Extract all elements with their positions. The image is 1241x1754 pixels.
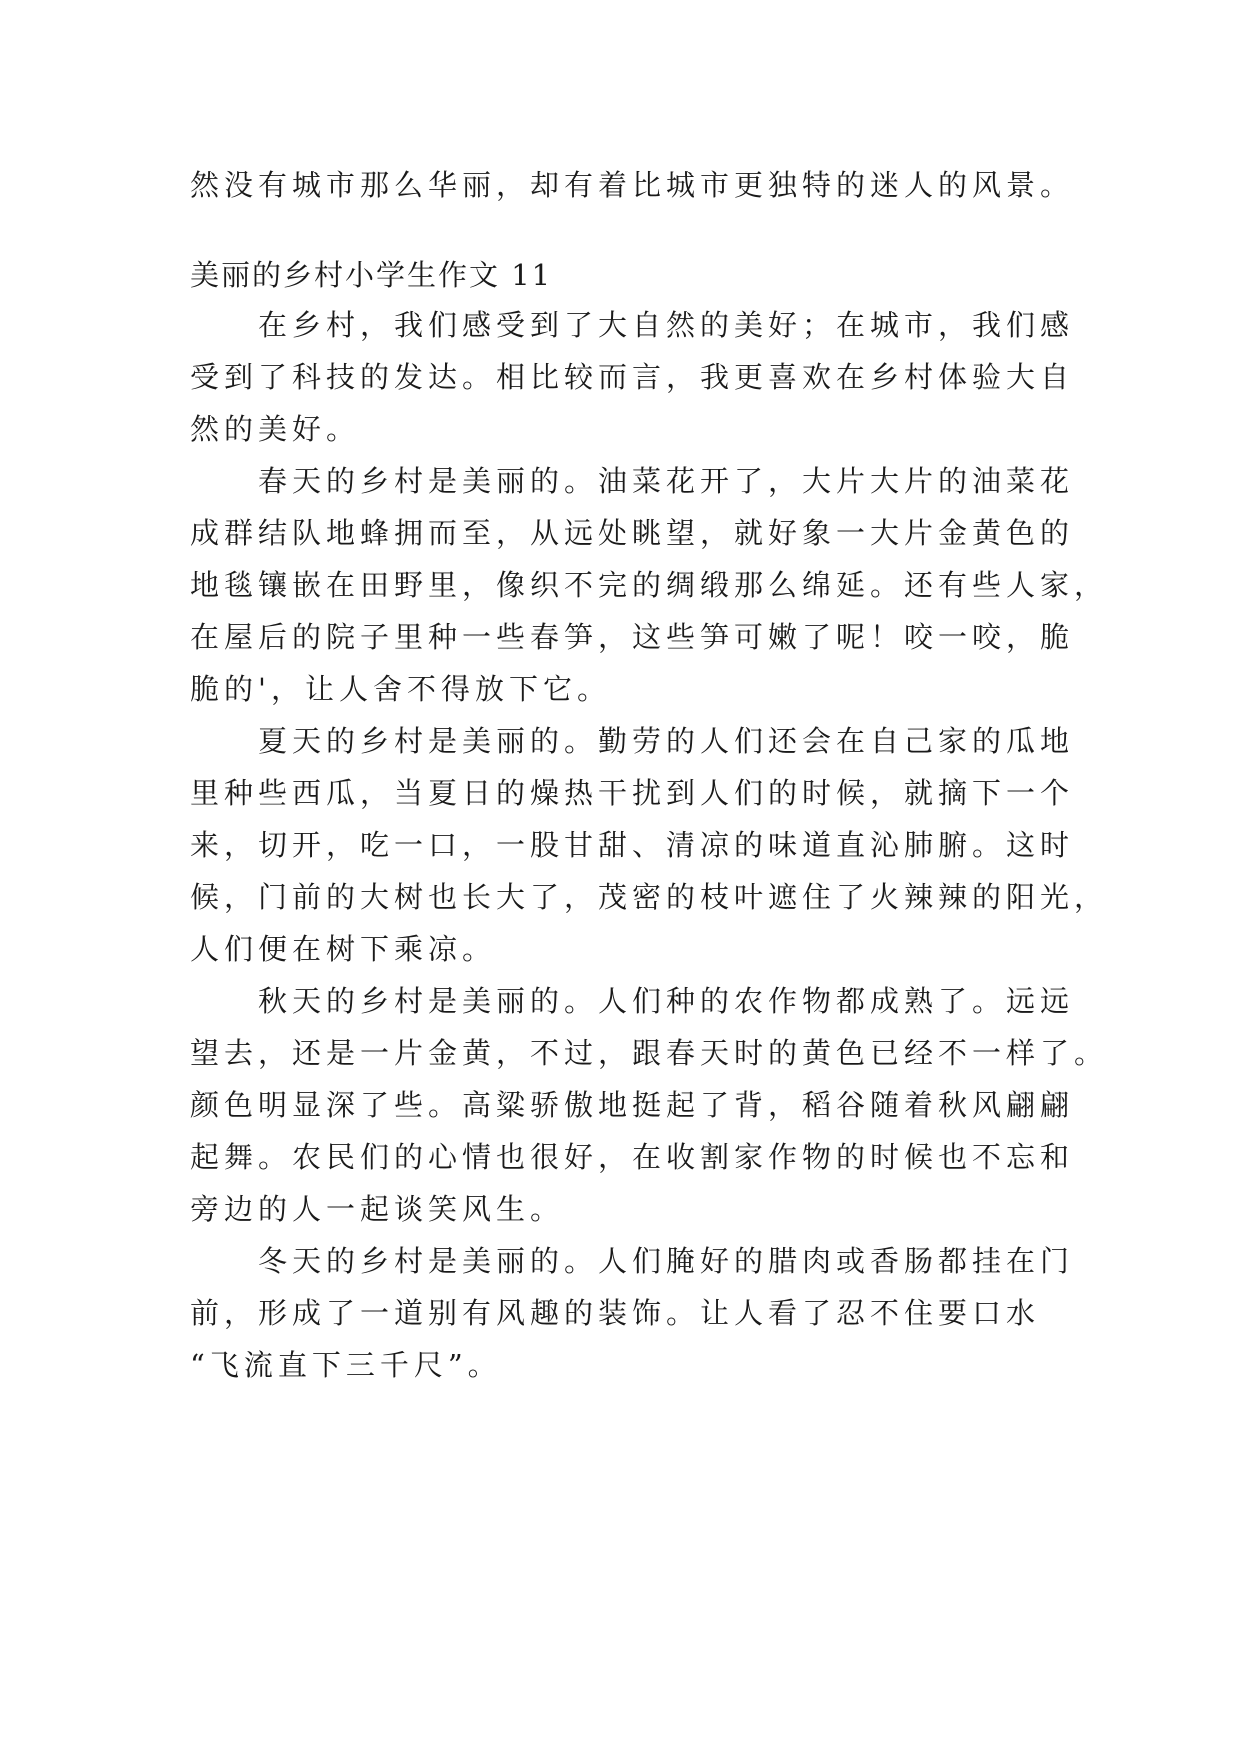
paragraph-line: 旁边的人一起谈笑风生。 [190,1192,565,1226]
paragraph-line: 起舞。农民们的心情也很好，在收割家作物的时候也不忘和 [190,1140,1075,1174]
paragraph-line: 候，门前的大树也长大了，茂密的枝叶遮住了火辣辣的阳光， [190,880,1109,914]
paragraph-line: “飞流直下三千尺”。 [190,1348,502,1382]
paragraph-line: 冬天的乡村是美丽的。人们腌好的腊肉或香肠都挂在门 [258,1244,1075,1278]
paragraph-line: 成群结队地蜂拥而至，从远处眺望，就好象一大片金黄色的 [190,516,1075,550]
paragraph-line: 前，形成了一道别有风趣的装饰。让人看了忍不住要口水 [190,1296,1041,1330]
lead-line: 然没有城市那么华丽，却有着比城市更独特的迷人的风景。 [190,168,1075,202]
paragraph-line: 春天的乡村是美丽的。油菜花开了，大片大片的油菜花 [258,464,1075,498]
paragraph-line: 颜色明显深了些。高粱骄傲地挺起了背，稻谷随着秋风翩翩 [190,1088,1075,1122]
paragraph-line: 望去，还是一片金黄，不过，跟春天时的黄色已经不一样了。 [190,1036,1109,1070]
paragraph-line: 脆的'，让人舍不得放下它。 [190,672,611,706]
section-title: 美丽的乡村小学生作文 11 [190,258,553,292]
paragraph-line: 里种些西瓜，当夏日的燥热干扰到人们的时候，就摘下一个 [190,776,1075,810]
paragraph-line: 秋天的乡村是美丽的。人们种的农作物都成熟了。远远 [258,984,1075,1018]
paragraph-line: 在屋后的院子里种一些春笋，这些笋可嫩了呢！咬一咬，脆 [190,620,1075,654]
paragraph-line: 受到了科技的发达。相比较而言，我更喜欢在乡村体验大自 [190,360,1075,394]
paragraph-line: 夏天的乡村是美丽的。勤劳的人们还会在自己家的瓜地 [258,724,1075,758]
paragraph-line: 地毯镶嵌在田野里，像织不完的绸缎那么绵延。还有些人家， [190,568,1109,602]
paragraph-line: 然的美好。 [190,412,361,446]
paragraph-line: 在乡村，我们感受到了大自然的美好；在城市，我们感 [258,308,1075,342]
paragraph-line: 人们便在树下乘凉。 [190,932,497,966]
paragraph-line: 来，切开，吃一口，一股甘甜、清凉的味道直沁肺腑。这时 [190,828,1075,862]
